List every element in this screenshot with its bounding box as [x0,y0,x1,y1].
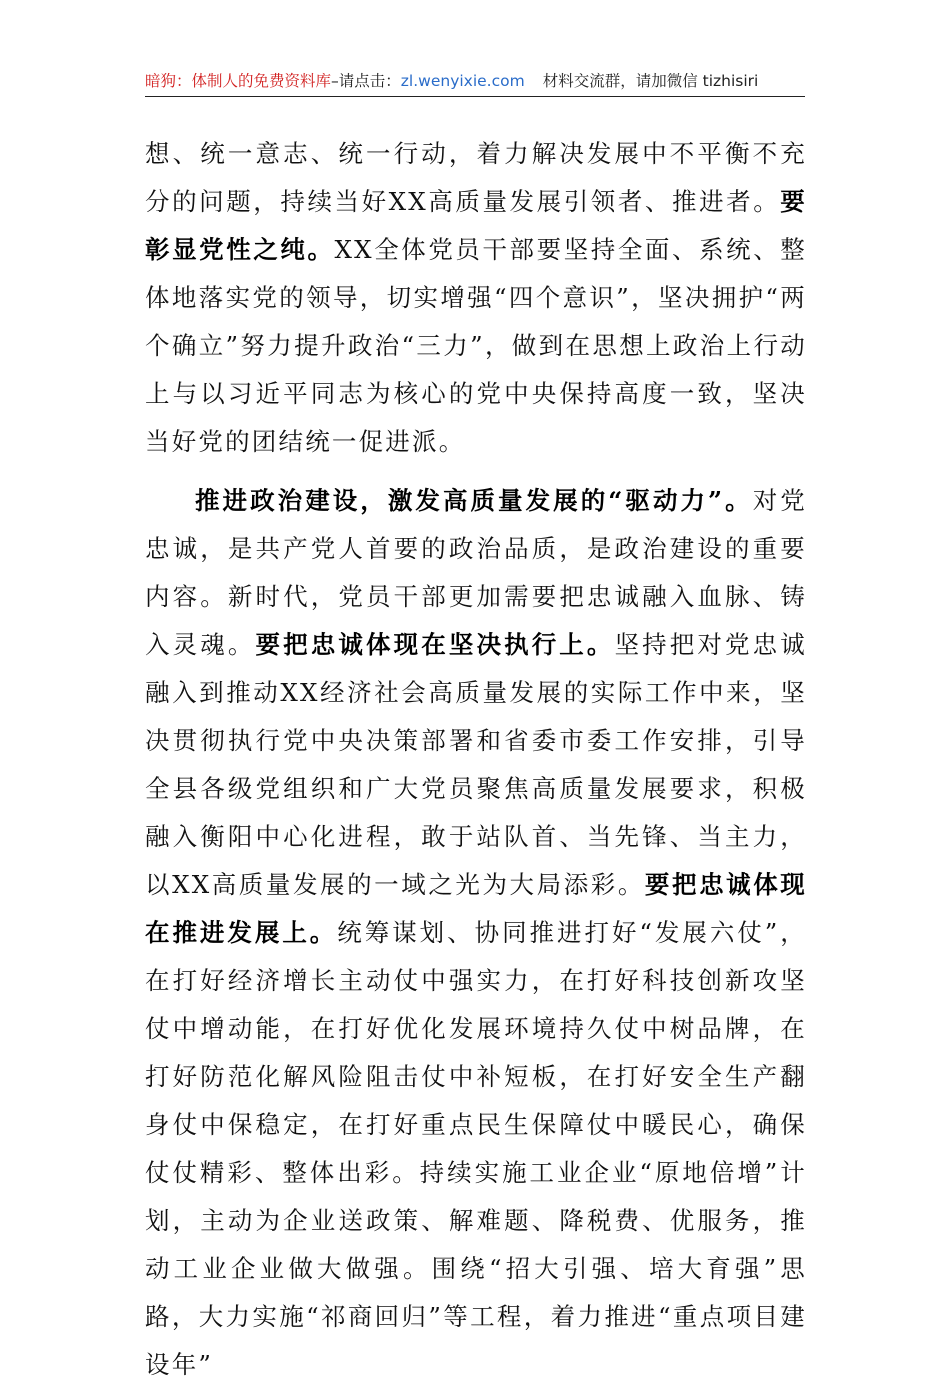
paragraph-2-heading: 推进政治建设，激发高质量发展的“驱动力”。 [195,486,753,515]
header-prompt: –请点击： [331,72,401,90]
page-header [145,70,805,97]
paragraph-1-text-2: XX全体党员干部要坚持全面、系统、整体地落实党的领导，切实增强“四个意识”，坚决拥护“两个确立”努力提升政治“三力”，做到在思想上政治上行动上与以习近平同志为核心的党中央保持高度一致，坚决当好党的团结统一促进派。 [145,235,808,456]
paragraph-2-bold-3: 要把忠诚体现在推进发展上。 [145,870,807,947]
paragraph-2 [145,477,807,1389]
paragraph-2-text-1: 对党忠诚，是共产党人首要的政治品质，是政治建设的重要内容。新时代，党员干部更加需要把忠诚融入血脉、铸入灵魂。 [145,486,808,659]
paragraph-2-text-3: 统筹谋划、协同推进打好“发展六仗”，在打好经济增长主动仗中强实力，在打好科技创新攻坚仗中增动能，在打好优化发展环境持久仗中树品牌，在打好防范化解风险阻击仗中补短板，在打好安全生产翻身仗中保稳定，在打好重点民生保障仗中暖民心，确保仗仗精彩、整体出彩。持续实施工业企业“原地倍增”计划，主动为企业送政策、解难题、降税费、优服务，推动工业企业做大做强。围绕“招大引强、培大育强”思路，大力实施“祁商回归”等工程，着力推进“重点项目建设年” [145,918,807,1379]
header-contact: 材料交流群，请加微信 tizhisiri [542,72,759,90]
paragraph-1 [145,130,807,466]
paragraph-1-bold-1: 要彰显党性之纯。 [145,187,807,264]
paragraph-1-text-1: 想、统一意志、统一行动，着力解决发展中不平衡不充分的问题，持续当好XX高质量发展引领者、推进者。 [145,139,807,216]
header-link[interactable]: zl.wenyixie.com [400,72,525,90]
paragraph-2-text-2: 坚持把对党忠诚融入到推动XX经济社会高质量发展的实际工作中来，坚决贯彻执行党中央决策部署和省委市委工作安排，引导全县各级党组织和广大党员聚焦高质量发展要求，积极融入衡阳中心化进程，敢于站队首、当先锋、当主力，以XX高质量发展的一域之光为大局添彩。 [145,630,807,899]
paragraph-2-bold-2: 要把忠诚体现在坚决执行上。 [255,630,615,659]
header-brand: 暗狗：体制人的免费资料库 [145,72,332,90]
document-body [145,130,807,1389]
